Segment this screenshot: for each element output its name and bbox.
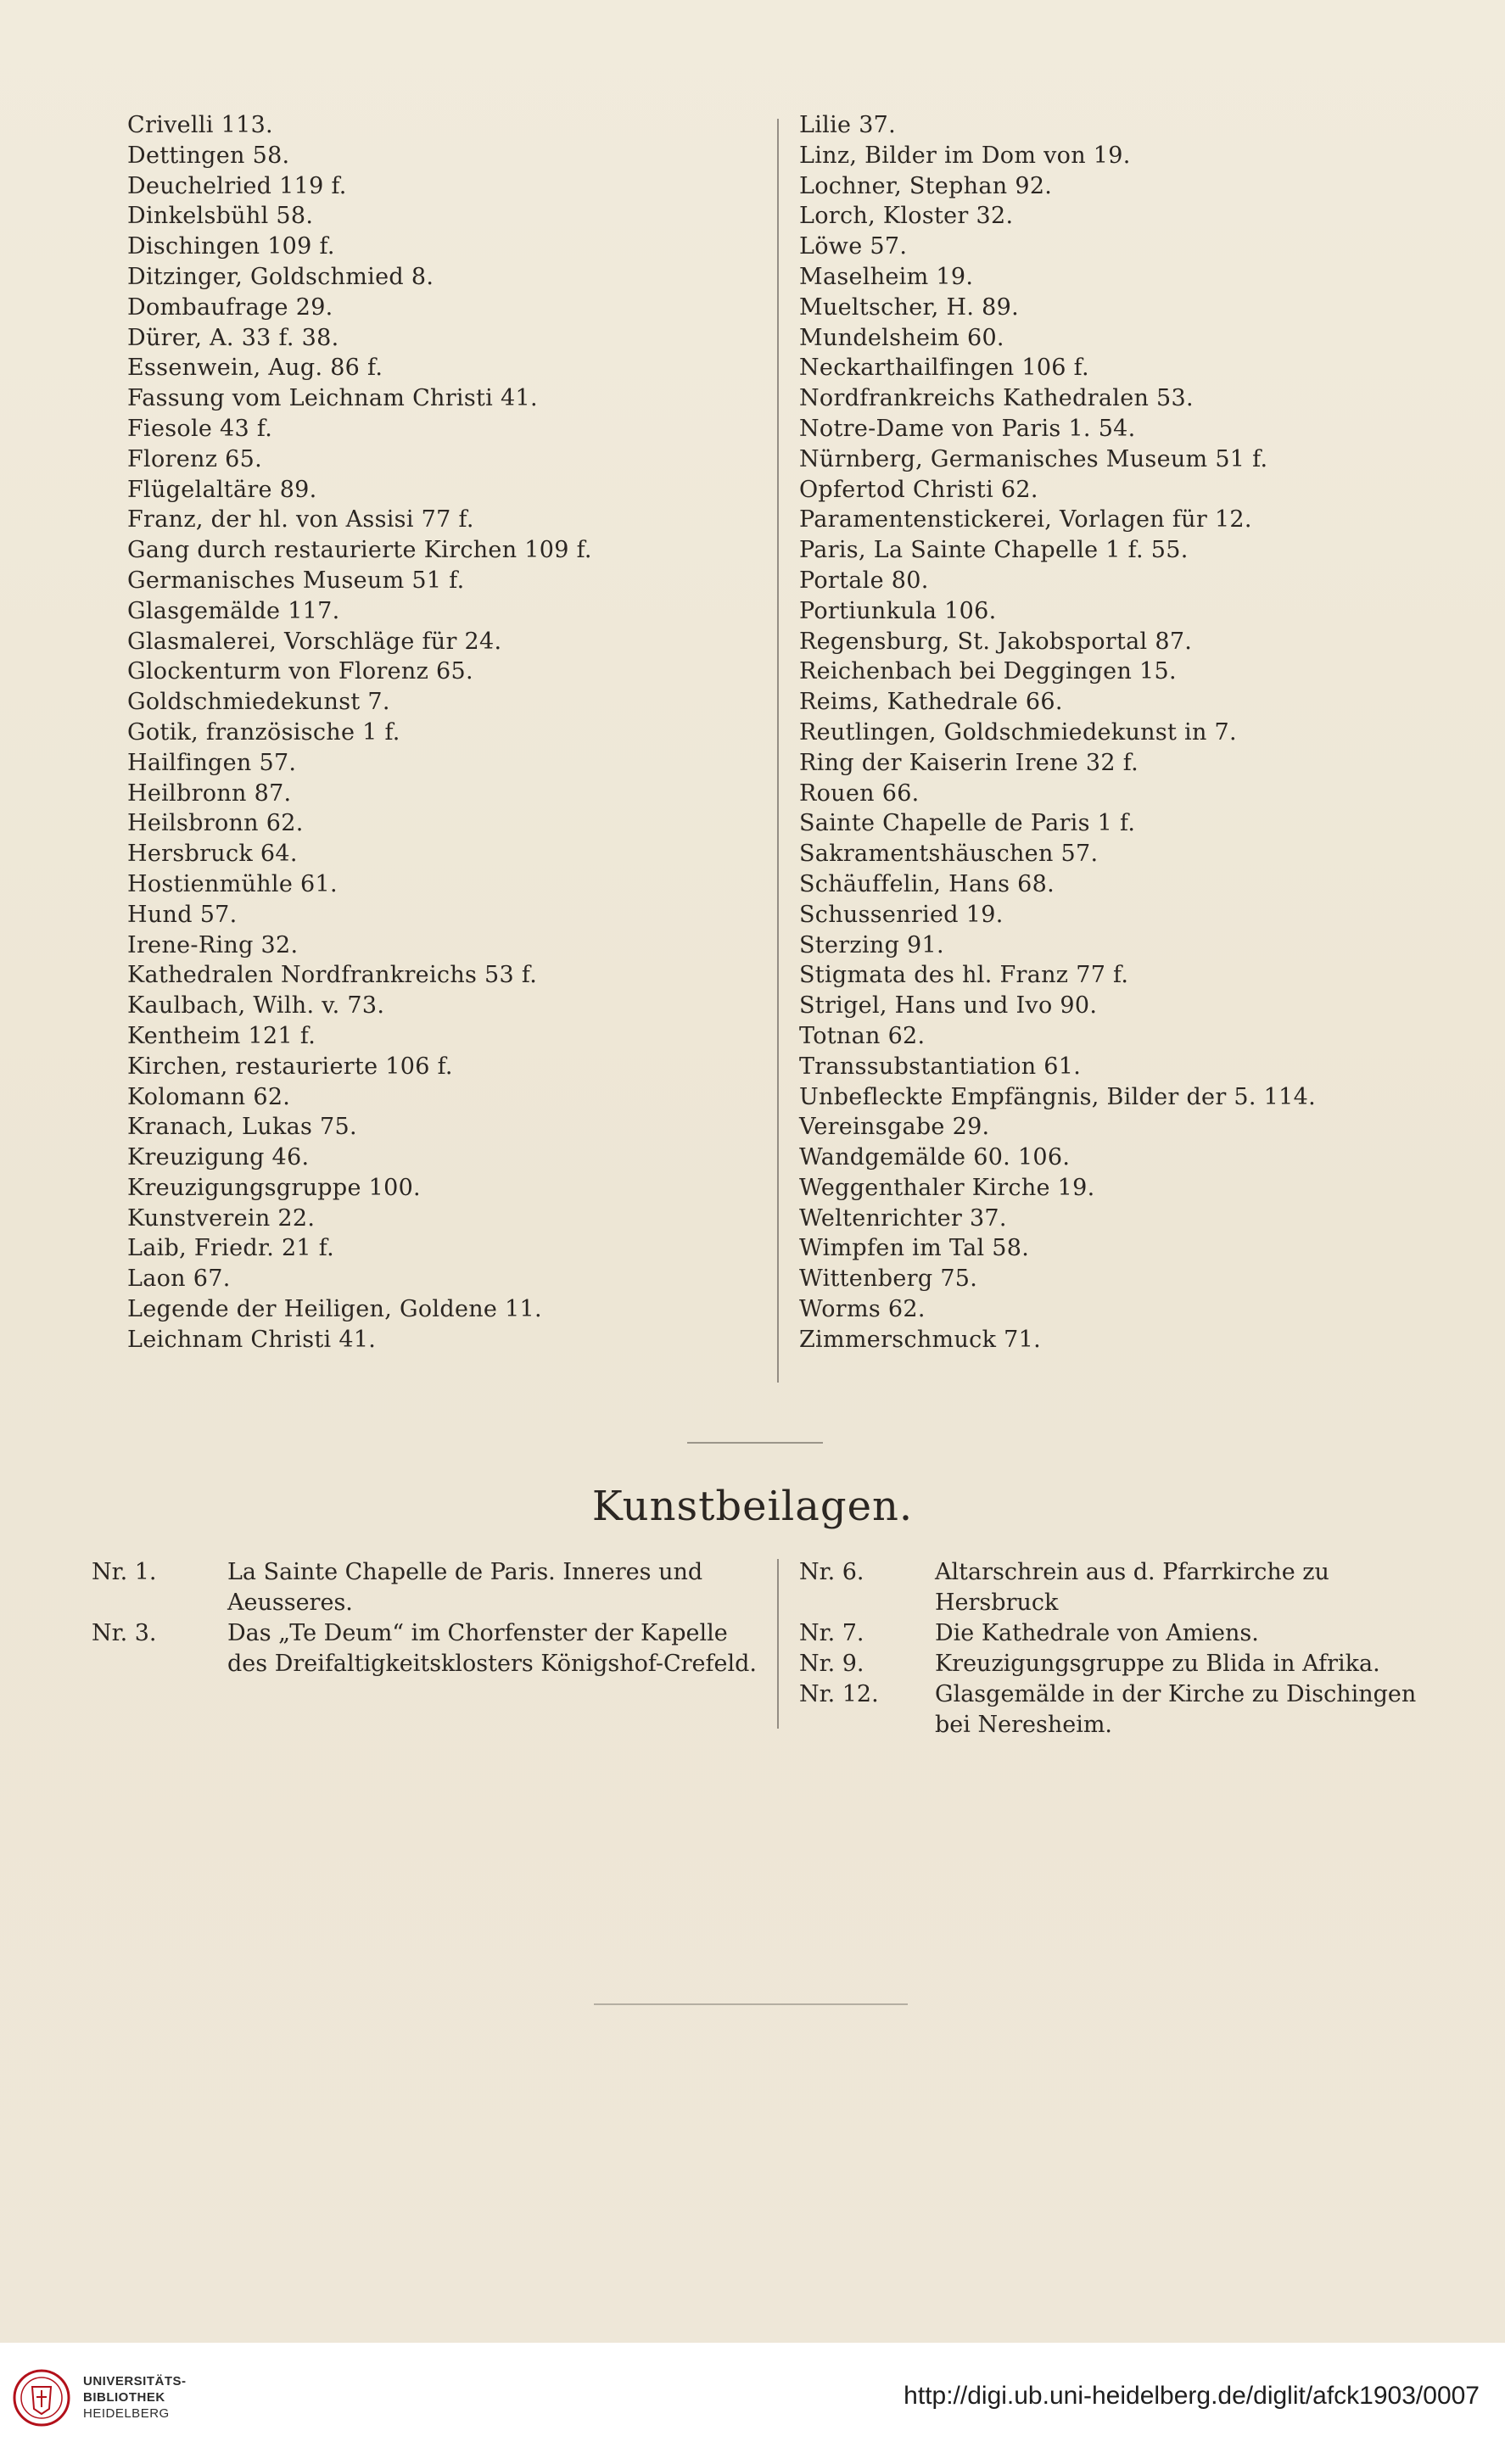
index-entry: Hersbruck 64. [127,841,298,868]
index-entry: Zimmerschmuck 71. [799,1326,1041,1353]
index-entry: Sainte Chapelle de Paris 1 f. [799,810,1136,837]
index-entry: Notre-Dame von Paris 1. 54. [799,415,1136,442]
index-entry: Dinkelsbühl 58. [127,203,314,230]
index-entry: Kreuzigungsgruppe 100. [127,1174,421,1201]
index-entry: Gang durch restaurierte Kirchen 109 f. [127,537,592,564]
index-entry: Weggenthaler Kirche 19. [799,1174,1095,1201]
index-entry: Glasmalerei, Vorschläge für 24. [127,628,502,655]
index-entry: Linz, Bilder im Dom von 19. [799,142,1131,169]
index-entry: Paramentenstickerei, Vorlagen für 12. [799,506,1252,534]
index-entry: Hailfingen 57. [127,749,297,776]
index-entry: Glasgemälde 117. [127,597,340,624]
library-line-2: BIBLIOTHEK [83,2390,165,2405]
library-name [83,2373,187,2422]
kunstbeilagen-heading: Kunstbeilagen. [591,1483,914,1530]
index-entry: Mueltscher, H. 89. [799,293,1019,321]
index-entry: Rouen 66. [799,779,920,807]
beilage-item [799,1679,1452,1740]
index-entry: Neckarthailfingen 106 f. [799,355,1089,382]
source-url-link[interactable]: http://digi.ub.uni-heidelberg.de/diglit/afck1903/0007 [904,2382,1480,2410]
index-entry: Sterzing 91. [799,931,944,958]
index-entry: Stigmata des hl. Franz 77 f. [799,962,1129,989]
index-entry: Strigel, Hans und Ivo 90. [799,992,1098,1020]
index-entry: Hostienmühle 61. [127,870,338,897]
university-seal-icon [12,2368,71,2428]
index-entry: Löwe 57. [799,233,908,260]
index-entry: Franz, der hl. von Assisi 77 f. [127,506,474,534]
beilage-item [92,1618,770,1679]
beilage-number: Nr. 12. [799,1681,879,1707]
beilage-item [799,1557,1452,1618]
index-entry: Kunstverein 22. [127,1204,316,1232]
index-entry: Dürer, A. 33 f. 38. [127,324,339,351]
index-entry: Kathedralen Nordfrankreichs 53 f. [127,962,538,989]
index-entry: Sakramentshäuschen 57. [799,841,1099,868]
index-entry: Wandgemälde 60. 106. [799,1144,1071,1171]
index-entry: Wimpfen im Tal 58. [799,1235,1030,1262]
index-entry: Fassung vom Leichnam Christi 41. [127,385,538,412]
column-divider [777,119,779,1383]
beilage-number: Nr. 6. [799,1559,864,1585]
index-entry: Ring der Kaiserin Irene 32 f. [799,749,1139,776]
index-entry: Kentheim 121 f. [127,1022,316,1049]
beilagen-right-column [799,1557,1452,1740]
index-entry: Vereinsgabe 29. [799,1114,990,1141]
index-entry: Ditzinger, Goldschmied 8. [127,263,434,290]
index-entry: Nürnberg, Germanisches Museum 51 f. [799,445,1268,472]
index-entry: Kirchen, restaurierte 106 f. [127,1053,453,1080]
section-divider [687,1442,823,1444]
library-line-3: HEIDELBERG [83,2406,170,2421]
index-entry: Leichnam Christi 41. [127,1326,377,1353]
index-entry: Kaulbach, Wilh. v. 73. [127,992,385,1020]
library-line-1: UNIVERSITÄTS- [83,2374,187,2389]
index-entry: Legende der Heiligen, Goldene 11. [127,1296,542,1323]
index-entry: Glockenturm von Florenz 65. [127,658,473,685]
index-entry: Kolomann 62. [127,1083,291,1110]
index-entry: Paris, La Sainte Chapelle 1 f. 55. [799,537,1189,564]
index-entry: Unbefleckte Empfängnis, Bilder der 5. 114. [799,1083,1316,1110]
beilagen-left-column [92,1557,770,1679]
index-entry: Schäuffelin, Hans 68. [799,870,1055,897]
index-entry: Hund 57. [127,901,238,928]
index-left-column [127,110,755,1355]
beilage-number: Nr. 7. [799,1620,864,1646]
index-entry: Portale 80. [799,567,929,594]
index-entry: Dombaufrage 29. [127,293,333,321]
beilage-title: Kreuzigungsgruppe zu Blida in Afrika. [935,1651,1380,1677]
index-right-column [799,110,1427,1355]
beilage-title: Altarschrein aus d. Pfarrkirche zu Hersbruck [935,1559,1329,1616]
index-entry: Maselheim 19. [799,263,974,290]
index-entry: Wittenberg 75. [799,1266,978,1293]
index-entry: Fiesole 43 f. [127,415,273,442]
index-entry: Transsubstantiation 61. [799,1053,1082,1080]
index-entry: Kranach, Lukas 75. [127,1114,357,1141]
index-entry: Irene-Ring 32. [127,931,299,958]
index-entry: Schussenried 19. [799,901,1004,928]
index-entry: Kreuzigung 46. [127,1144,310,1171]
index-entry: Gotik, französische 1 f. [127,718,400,746]
index-entry: Nordfrankreichs Kathedralen 53. [799,385,1194,412]
index-entry: Germanisches Museum 51 f. [127,567,465,594]
index-entry: Florenz 65. [127,445,262,472]
beilage-number: Nr. 1. [92,1559,157,1585]
index-entry: Weltenrichter 37. [799,1204,1007,1232]
index-entry: Deuchelried 119 f. [127,172,347,199]
index-entry: Reutlingen, Goldschmiedekunst in 7. [799,718,1237,746]
index-entry: Portiunkula 106. [799,597,997,624]
index-entry: Reims, Kathedrale 66. [799,689,1063,716]
index-entry: Heilsbronn 62. [127,810,304,837]
beilage-title: Das „Te Deum“ im Chorfenster der Kapelle des Dreifaltigkeitsklosters Königshof-Crefeld. [227,1620,758,1677]
index-entry: Laon 67. [127,1266,231,1293]
beilage-number: Nr. 3. [92,1620,157,1646]
index-entry: Essenwein, Aug. 86 f. [127,355,383,382]
beilage-number: Nr. 9. [799,1651,864,1677]
index-entry: Reichenbach bei Deggingen 15. [799,658,1177,685]
beilage-item [799,1618,1452,1649]
beilage-title: La Sainte Chapelle de Paris. Inneres und Aeusseres. [227,1559,703,1616]
index-entry: Lilie 37. [799,112,897,138]
index-entry: Heilbronn 87. [127,779,292,807]
bottom-divider [594,2003,908,2005]
index-entry: Worms 62. [799,1296,926,1323]
index-entry: Opfertod Christi 62. [799,476,1038,503]
beilage-title: Glasgemälde in der Kirche zu Dischingen bei Neresheim. [935,1681,1417,1738]
index-entry: Laib, Friedr. 21 f. [127,1235,335,1262]
index-entry: Dettingen 58. [127,142,290,169]
beilage-title: Die Kathedrale von Amiens. [935,1620,1259,1646]
index-entry: Crivelli 113. [127,112,273,138]
index-entry: Mundelsheim 60. [799,324,1004,351]
index-entry: Totnan 62. [799,1022,926,1049]
beilagen-column-divider [777,1559,779,1729]
beilage-item [92,1557,770,1618]
beilage-item [799,1649,1452,1679]
index-entry: Goldschmiedekunst 7. [127,689,390,716]
index-entry: Lochner, Stephan 92. [799,172,1053,199]
index-entry: Regensburg, St. Jakobsportal 87. [799,628,1193,655]
index-entry: Flügelaltäre 89. [127,476,317,503]
index-entry: Lorch, Kloster 32. [799,203,1014,230]
index-entry: Dischingen 109 f. [127,233,335,260]
